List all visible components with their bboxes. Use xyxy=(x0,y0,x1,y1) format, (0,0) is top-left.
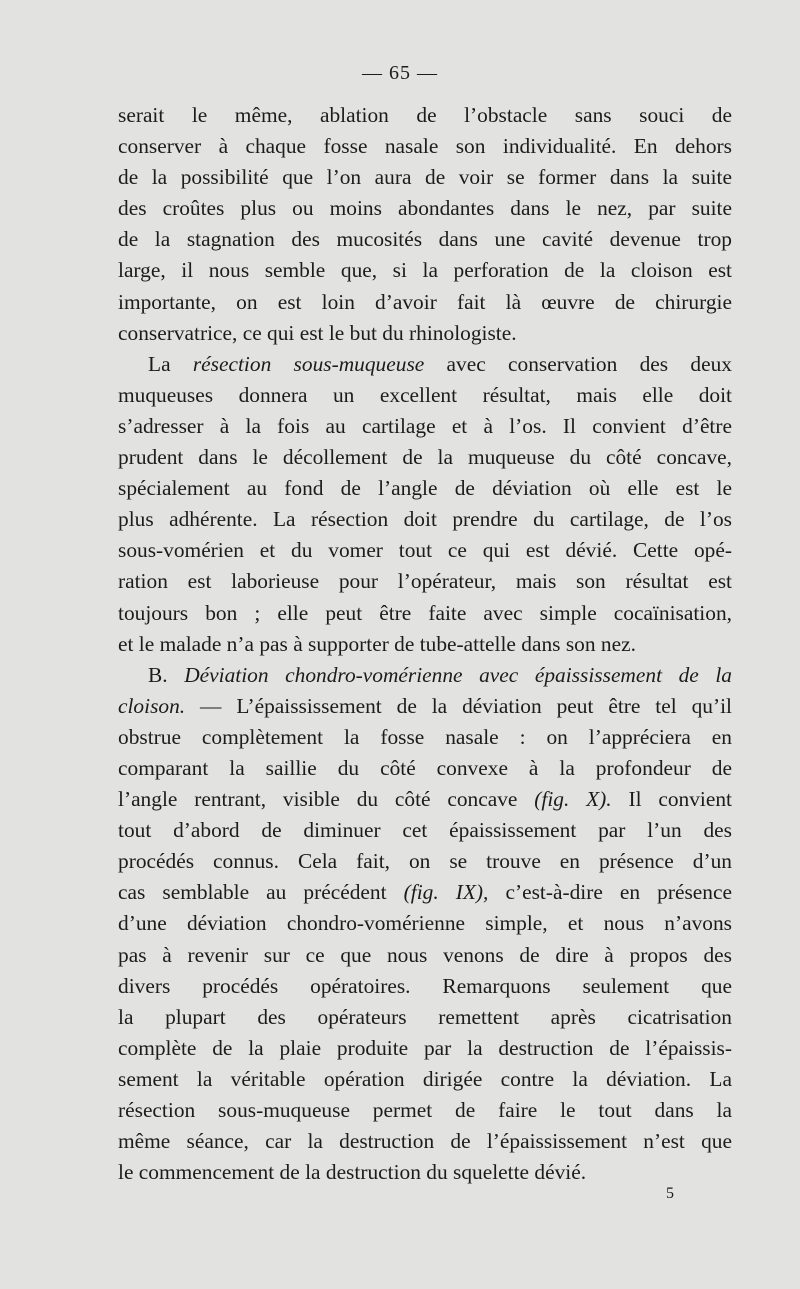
text-line: résection sous-muqueuse permet de faire le tout dans la xyxy=(118,1098,732,1122)
text-line: pas à revenir sur ce que nous venons de dire à propos des xyxy=(118,942,732,967)
text-line: sement la véritable opération dirigée contre la déviation. La xyxy=(118,1066,732,1091)
italic-heading: Déviation chondro-vomérienne avec épaississement de la xyxy=(184,662,733,687)
text-line: et le malade n’a pas à supporter de tube-attelle dans son nez. xyxy=(118,631,636,656)
text-line: d’une déviation chondro-vomérienne simple, et nous n’avons xyxy=(118,911,732,936)
paragraph-1 xyxy=(118,100,732,349)
text-line: prudent dans le décollement de la muqueuse du côté concave, xyxy=(118,445,732,470)
text-line: toujours bon ; elle peut être faite avec simple cocaïnisation, xyxy=(118,600,732,625)
text-line xyxy=(118,349,732,380)
text-run: B. xyxy=(148,662,185,687)
text-line: serait le même, ablation de l’obstacle sans souci de xyxy=(118,103,732,127)
text-line: de la possibilité que l’on aura de voir se former dans la suite xyxy=(118,165,732,190)
text-run: l’angle rentrant, visible du côté concave xyxy=(118,787,535,812)
text-line xyxy=(118,877,732,908)
text-line: procédés connus. Cela fait, on se trouve en présence d’un xyxy=(118,849,732,874)
text-run: c’est-à-dire en présence xyxy=(488,880,732,905)
text-line xyxy=(118,784,732,815)
text-line: complète de la plaie produite par la destruction de l’épaissis- xyxy=(118,1035,732,1060)
text-line: spécialement au fond de l’angle de déviation où elle est le xyxy=(118,476,732,501)
text-line xyxy=(118,660,732,691)
text-line: de la stagnation des mucosités dans une cavité devenue trop xyxy=(118,227,732,252)
figure-reference: (fig. IX), xyxy=(403,880,489,905)
text-line: le commencement de la destruction du squelette dévié. xyxy=(118,1160,587,1185)
text-line: importante, on est loin d’avoir fait là œuvre de chirurgie xyxy=(118,289,732,314)
text-line: s’adresser à la fois au cartilage et à l’os. Il convient d’être xyxy=(118,413,732,438)
text-line: des croûtes plus ou moins abondantes dans le nez, par suite xyxy=(118,196,732,221)
paragraph-3 xyxy=(118,660,732,1189)
text-line: conservatrice, ce qui est le but du rhinologiste. xyxy=(118,320,517,345)
text-line: conserver à chaque fosse nasale son individualité. En dehors xyxy=(118,134,732,159)
text-line: comparant la saillie du côté convexe à la profondeur de xyxy=(118,755,732,780)
figure-reference: (fig. X). xyxy=(534,787,612,812)
text-run: Il convient xyxy=(611,787,733,812)
text-line: la plupart des opérateurs remettent après cicatrisation xyxy=(118,1004,732,1029)
text-line: ration est laborieuse pour l’opérateur, mais son résultat est xyxy=(118,569,732,594)
italic-heading: cloison. xyxy=(118,693,186,718)
text-line: obstrue complètement la fosse nasale : on l’appréciera en xyxy=(118,724,732,749)
body-text xyxy=(118,100,732,1188)
italic-term: résection sous-muqueuse xyxy=(192,351,425,376)
text-line: même séance, car la destruction de l’épaississement n’est que xyxy=(118,1129,732,1154)
text-run: cas semblable au précédent xyxy=(118,880,404,905)
text-line: muqueuses donnera un excellent résultat, mais elle doit xyxy=(118,382,732,407)
text-run: avec conservation des deux xyxy=(424,351,732,376)
text-line: large, il nous semble que, si la perforation de la cloison est xyxy=(118,258,732,283)
text-run: — L’épaississement de la déviation peut être tel qu’il xyxy=(185,693,732,718)
signature-mark: 5 xyxy=(666,1185,674,1202)
page-number: — 65 — xyxy=(362,62,438,84)
text-line: plus adhérente. La résection doit prendre du cartilage, de l’os xyxy=(118,507,732,532)
text-run: La xyxy=(148,351,193,376)
text-line: sous-vomérien et du vomer tout ce qui est dévié. Cette opé- xyxy=(118,538,732,563)
text-line xyxy=(118,691,732,722)
text-line: divers procédés opératoires. Remarquons seulement que xyxy=(118,973,732,998)
text-line: tout d’abord de diminuer cet épaississement par l’un des xyxy=(118,818,732,843)
paragraph-2 xyxy=(118,349,732,660)
